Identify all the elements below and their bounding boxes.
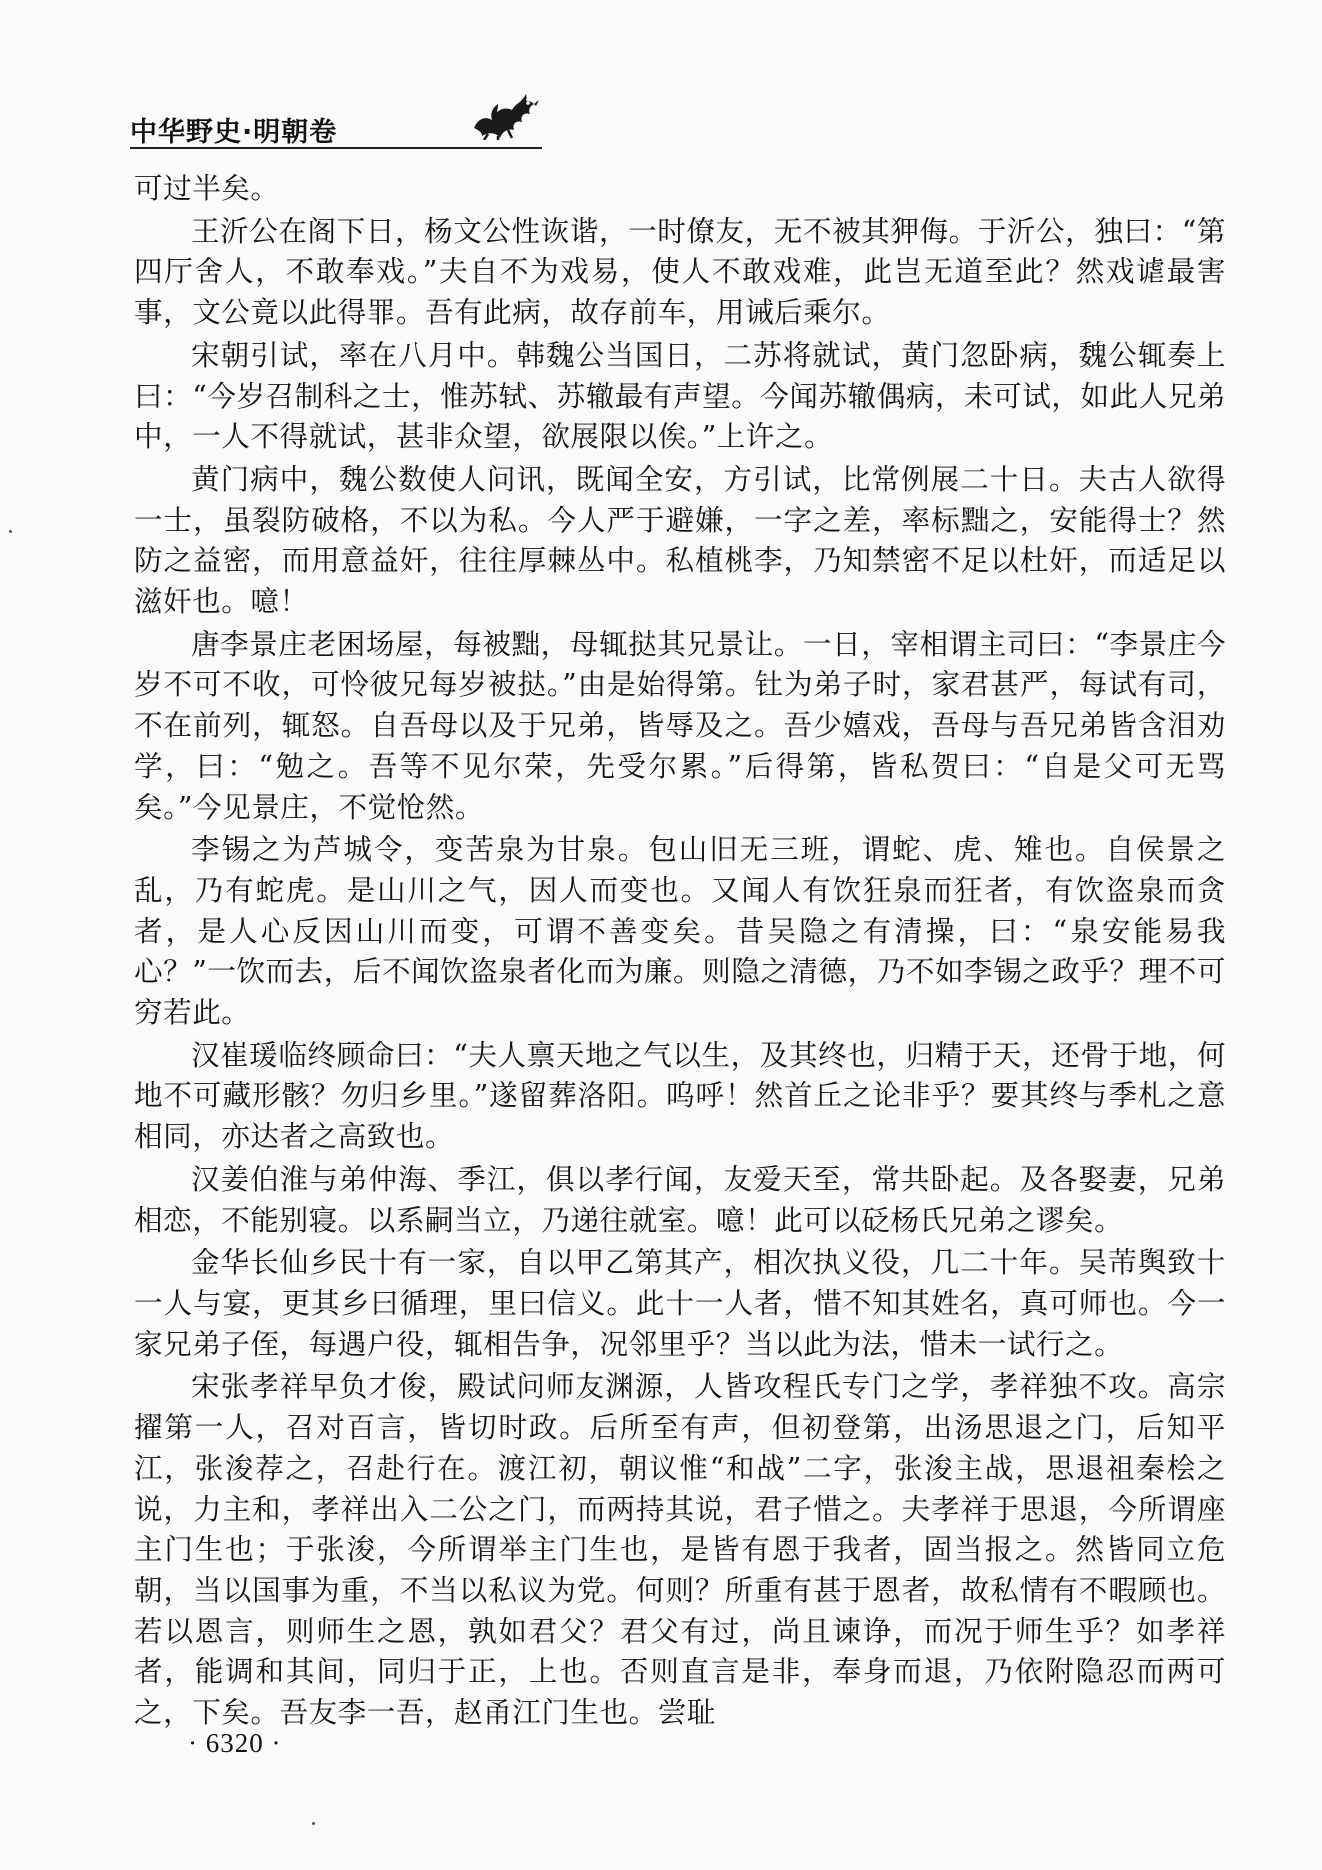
body-text [134,168,1226,1735]
paragraph: 可过半矣。 [134,171,280,205]
paragraph: 宋张孝祥早负才俊，殿试问师友渊源，人皆攻程氏专门之学，孝祥独不攻。高宗擢第一人，召对百言，皆切时政。后所至有声，但初登第，出汤思退之门，后知平江，张浚荐之，召赴行在。渡江初，朝议惟“和战”二字，张浚主战，思退祖秦桧之说，力主和，孝祥出入二公之门，而两持其说，君子惜之。夫孝祥于思退，今所谓座主门生也；于张浚，今所谓举主门生也，是皆有恩于我者，固当报之。然皆同立危朝，当以国事为重，不当以私议为党。何则？所重有甚于恩者，故私情有不暇顾也。若以恩言，则师生之恩，孰如君父？君父有过，尚且谏诤，而况于师生乎？如孝祥者，能调和其间，同归于正，上也。否则直言是非，奉身而退，乃依附隐忍而两可之，下矣。吾友李一吾，赵甬江门生也。尝耻 [134,1369,1226,1730]
page-number: · 6320 · [188,1728,282,1758]
paragraph: 李锡之为芦城令，变苦泉为甘泉。包山旧无三班，谓蛇、虎、雉也。自侯景之乱，乃有蛇虎。是山川之气，因人而变也。又闻人有饮狂泉而狂者，有饮盗泉而贪者，是人心反因山川而变，可谓不善变矣。昔吴隐之有清操，曰：“泉安能易我心？”一饮而去，后不闻饮盗泉者化而为廉。则隐之清德，乃不如李锡之政乎？理不可穷若此。 [134,832,1226,1030]
header-rule [130,147,542,149]
dragon-emblem-icon [468,88,540,140]
paragraph: 汉崔瑗临终顾命曰：“夫人禀天地之气以生，及其终也，归精于天，还骨于地，何地不可藏形骸？勿归乡里。”遂留葬洛阳。呜呼！然首丘之论非乎？要其终与季札之意相同，亦达者之高致也。 [134,1037,1226,1154]
scan-speck [312,1822,315,1825]
paragraph: 黄门病中，魏公数使人问讯，既闻全安，方引试，比常例展二十日。夫古人欲得一士，虽裂防破格，不以为私。今人严于避嫌，一字之差，率标黜之，安能得士？然防之益密，而用意益奸，往往厚棘丛中。私植桃李，乃知禁密不足以杜奸，而适足以滋奸也。噫！ [134,461,1226,619]
paragraph: 汉姜伯淮与弟仲海、季江，俱以孝行闻，友爱天至，常共卧起。及各娶妻，兄弟相恋，不能别寝。以系嗣当立，乃递往就室。噫！此可以砭杨氏兄弟之谬矣。 [134,1161,1226,1237]
paragraph: 金华长仙乡民十有一家，自以甲乙第其产，相次执义役，几二十年。吴芾舆致十一人与宴，更其乡曰循理，里曰信义。此十一人者，惜不知其姓名，真可师也。今一家兄弟子侄，每遇户役，辄相告争，况邻里乎？当以此为法，惜未一试行之。 [134,1245,1226,1361]
scan-speck [9,530,12,533]
paragraph: 王沂公在阁下日，杨文公性诙谐，一时僚友，无不被其狎侮。于沂公，独曰：“第四厅舍人，不敢奉戏。”夫自不为戏易，使人不敢戏难，此岂无道至此？然戏谑最害事，文公竟以此得罪。吾有此病，故存前车，用诫后乘尔。 [134,213,1226,330]
header-title: 中华野史·明朝卷 [130,117,338,148]
paragraph: 宋朝引试，率在八月中。韩魏公当国日，二苏将就试，黄门忽卧病，魏公辄奏上曰：“今岁召制科之士，惟苏轼、苏辙最有声望。今闻苏辙偶病，未可试，如此人兄弟中，一人不得就试，甚非众望，欲展限以俟。”上许之。 [134,337,1226,454]
running-header [130,88,550,150]
paragraph: 唐李景庄老困场屋，每被黜，母辄挞其兄景让。一日，宰相谓主司曰：“李景庄今岁不可不收，可怜彼兄每岁被挞。”由是始得第。钍为弟子时，家君甚严，每试有司，不在前列，辄怒。自吾母以及于兄弟，皆辱及之。吾少嬉戏，吾母与吾兄弟皆含泪劝学，曰：“勉之。吾等不见尔荣，先受尔累。”后得第，皆私贺曰：“自是父可无骂矣。”今见景庄，不觉怆然。 [134,626,1226,824]
